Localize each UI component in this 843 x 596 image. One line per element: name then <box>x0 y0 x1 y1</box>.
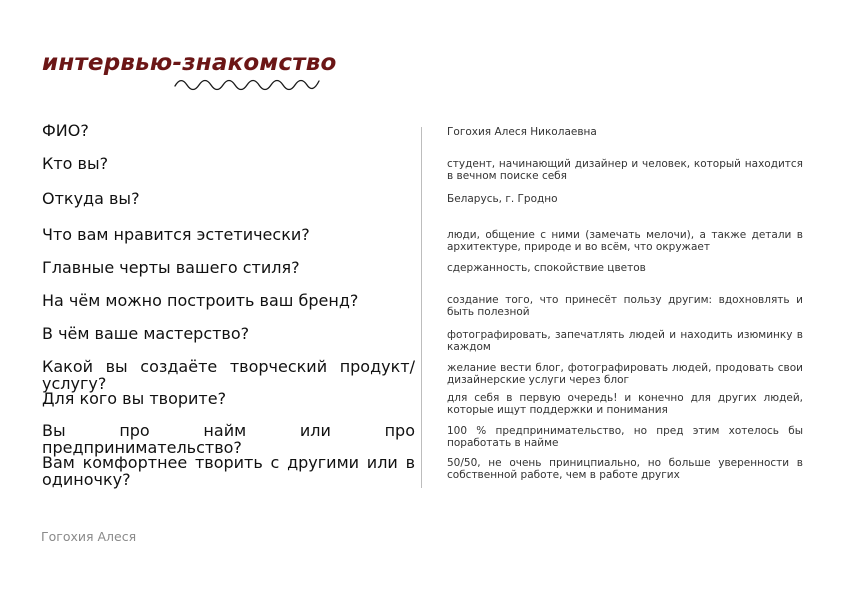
answer-collaboration: 50/50, не очень приницпиально, но больше уверенности в собственной работе, чем в работе других <box>447 457 803 481</box>
answer-mastery: фотографировать, запечатлять людей и находить изюминку в каждом <box>447 329 803 353</box>
question-style-traits: Главные черты вашего стиля? <box>42 258 300 277</box>
question-aesthetics: Что вам нравится эстетически? <box>42 225 310 244</box>
answer-style-traits: сдержанность, спокойствие цветов <box>447 262 646 274</box>
answer-aesthetics: люди, общение с ними (замечать мелочи), а также детали в архитектуре, природе и во всём, что окружает <box>447 229 803 253</box>
answer-where-from: Беларусь, г. Гродно <box>447 193 558 205</box>
question-brand: На чём можно построить ваш бренд? <box>42 291 359 310</box>
answer-brand: создание того, что принесёт пользу другим: вдохновлять и быть полезной <box>447 294 803 318</box>
question-where-from: Откуда вы? <box>42 189 140 208</box>
answer-employment: 100 % предпринимательство, но пред этим хотелось бы поработать в найме <box>447 425 803 449</box>
question-who: Кто вы? <box>42 154 109 173</box>
answer-product: желание вести блог, фотографировать людей, продовать свои дизайнерские услуги через блог <box>447 362 803 386</box>
page-title: интервью-знакомство <box>42 50 337 76</box>
question-audience: Для кого вы творите? <box>42 389 227 408</box>
question-collaboration: Вам комфортнее творить с другими или в одиночку? <box>42 453 415 489</box>
question-employment: Вы про найм или про предпринимательство? <box>42 421 415 457</box>
answer-fio: Гогохия Алеся Николаевна <box>447 126 597 138</box>
squiggle-underline-decoration <box>174 78 320 92</box>
question-mastery: В чём ваше мастерство? <box>42 324 250 343</box>
author-name: Гогохия Алеся <box>41 529 137 544</box>
question-product: Какой вы создаёте творческий продукт/услугу? <box>42 357 415 393</box>
column-divider <box>421 127 422 488</box>
answer-who: студент, начинающий дизайнер и человек, который находится в вечном поиске себя <box>447 158 803 182</box>
answer-audience: для себя в первую очередь! и конечно для других людей, которые ищут поддержки и понимания <box>447 392 803 416</box>
question-fio: ФИО? <box>42 121 89 140</box>
